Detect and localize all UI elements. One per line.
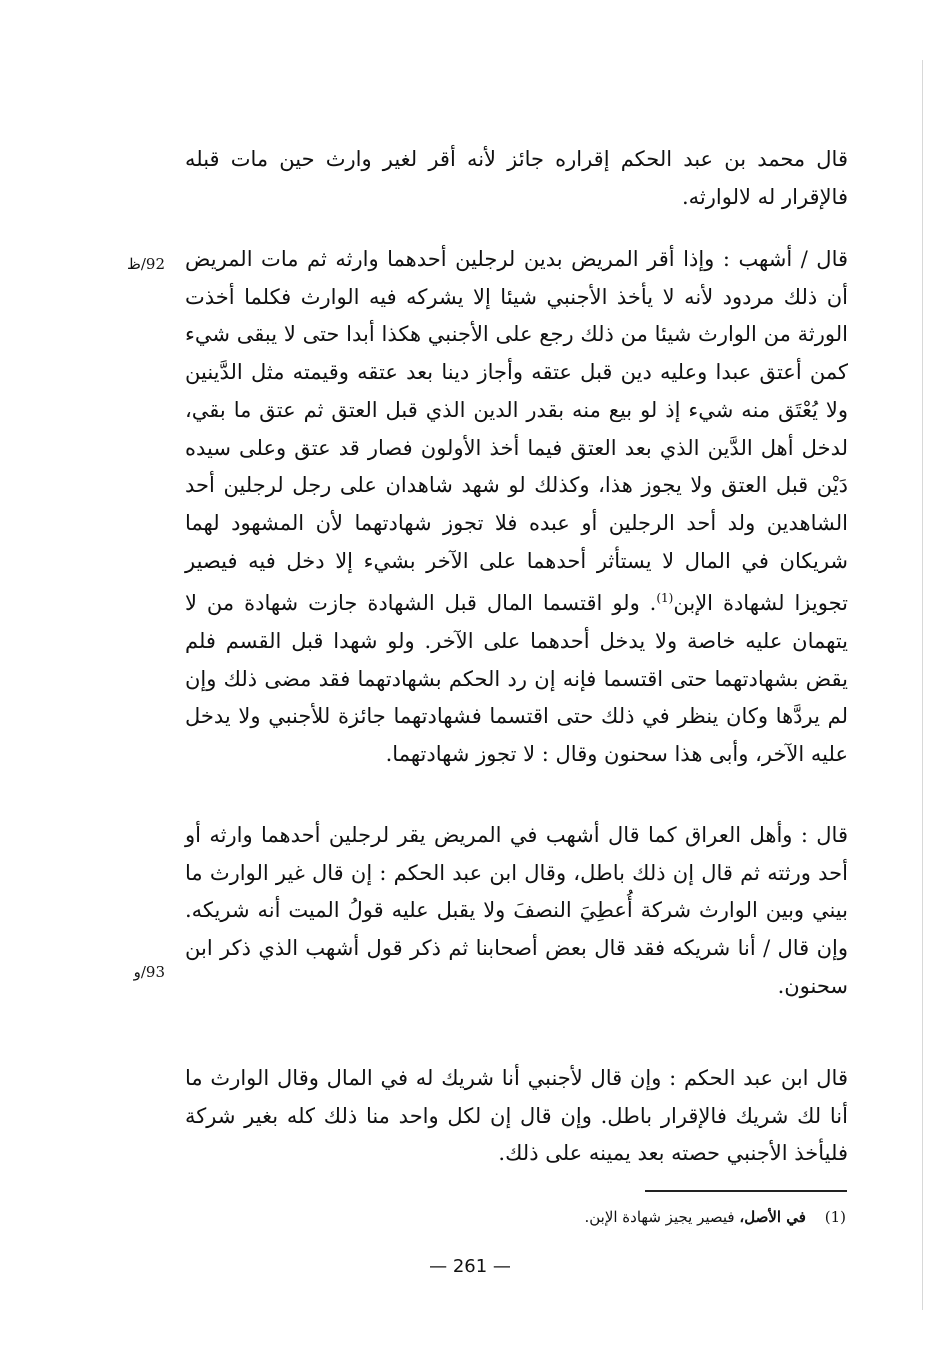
footnote [400,1206,846,1228]
paragraph-2-continuation: . ولو اقتسما المال قبل الشهادة جازت شهادة من لا يتهمان عليه خاصة ولا يدخل أحدهما على الآخر. ولو شهدا قبل القسم فلم يقض بشهادتهما حتى اقتسما فإنه إن رد الحكم بشهادتهما فقد مضى ذلك وإن لم يردَّها وكان ينظر في ذلك حتى اقتسما فشهادتهما جائزة للأجنبي ولا يدخل عليه الآخر، وأبى هذا سحنون وقال : لا تجوز شهادتهما. [185,591,848,767]
paragraph-2 [185,241,848,774]
footnote-reference: (1) [656,591,674,606]
paragraph-2-text: قال / أشهب : وإذا أقر المريض بدين لرجلين أحدهما وارثه ثم مات المريض أن ذلك مردود لأنه لا يأخذ الأجنبي شيئا إلا يشركه فيه الوارث فكلما أخذت الورثة من الوارث شيئا من ذلك رجع على الأجنبي هكذا أبدا حتى لا يبقى شيء كمن أعتق عبدا وعليه دين قبل عتقه وأجاز دينا بعد عتقه وقيمته مثل الدَّينين ولا يُعْتَق منه شيء إذ لو بيع منه بقدر الدين الذي قبل العتق ثم عتق ما بقي، لدخل أهل الدَّين الذي بعد العتق فيما أخذ الأولون فصار قد عتق وعلى سيده دَيْن قبل العتق ولا يجوز هذا، وكذلك لو شهد شاهدان على رجل لرجلين أحد الشاهدين ولد أحد الرجلين أو عبده فلا تجوز شهادتهما لأن المشهود لهما شريكان في المال لا يستأثر أحدهما على الآخر بشيء إلا دخل فيه فيصير تجويزا لشهادة الإبن [185,247,848,616]
footnote-divider [645,1190,847,1192]
margin-folio-note-1: 92/ظ [126,255,165,273]
paragraph-1 [185,141,848,216]
footnote-text: فيصير يجيز شهادة الإبن. [584,1208,735,1226]
page-edge-line [922,60,923,1310]
paragraph-4 [185,1060,848,1173]
paragraph-4-text: قال ابن عبد الحكم : وإن قال لأجنبي أنا شريك له في المال وقال الوارث ما أنا لك شريك فالإقرار باطل. وإن قال إن لكل واحد منا ذلك كله بغير شركة فليأخذ الأجنبي حصته بعد يمينه على ذلك. [185,1066,848,1166]
paragraph-3-text: قال : وأهل العراق كما قال أشهب في المريض يقر لرجلين أحدهما وارثه أو أحد ورثته ثم قال إن ذلك باطل، وقال ابن عبد الحكم : إن قال غير الوارث ما بيني وبين الوارث شركة أُعطِيَ النصفَ ولا يقبل عليه قولُ الميت أنه شريكه. وإن قال / أنا شريكه فقد قال بعض أصحابنا ثم ذكر قول أشهب الذي ذكر ابن سحنون. [185,823,848,998]
paragraph-3 [185,817,848,1006]
footnote-number: (1) [824,1208,846,1226]
footnote-emphasis: في الأصل، [739,1208,806,1226]
page-number: — 261 — [429,1256,511,1277]
margin-folio-note-2: 93/و [133,963,165,981]
paragraph-1-text: قال محمد بن عبد الحكم إقراره جائز لأنه أقر لغير وارث حين مات قبله فالإقرار له لالوارثه. [185,147,848,209]
